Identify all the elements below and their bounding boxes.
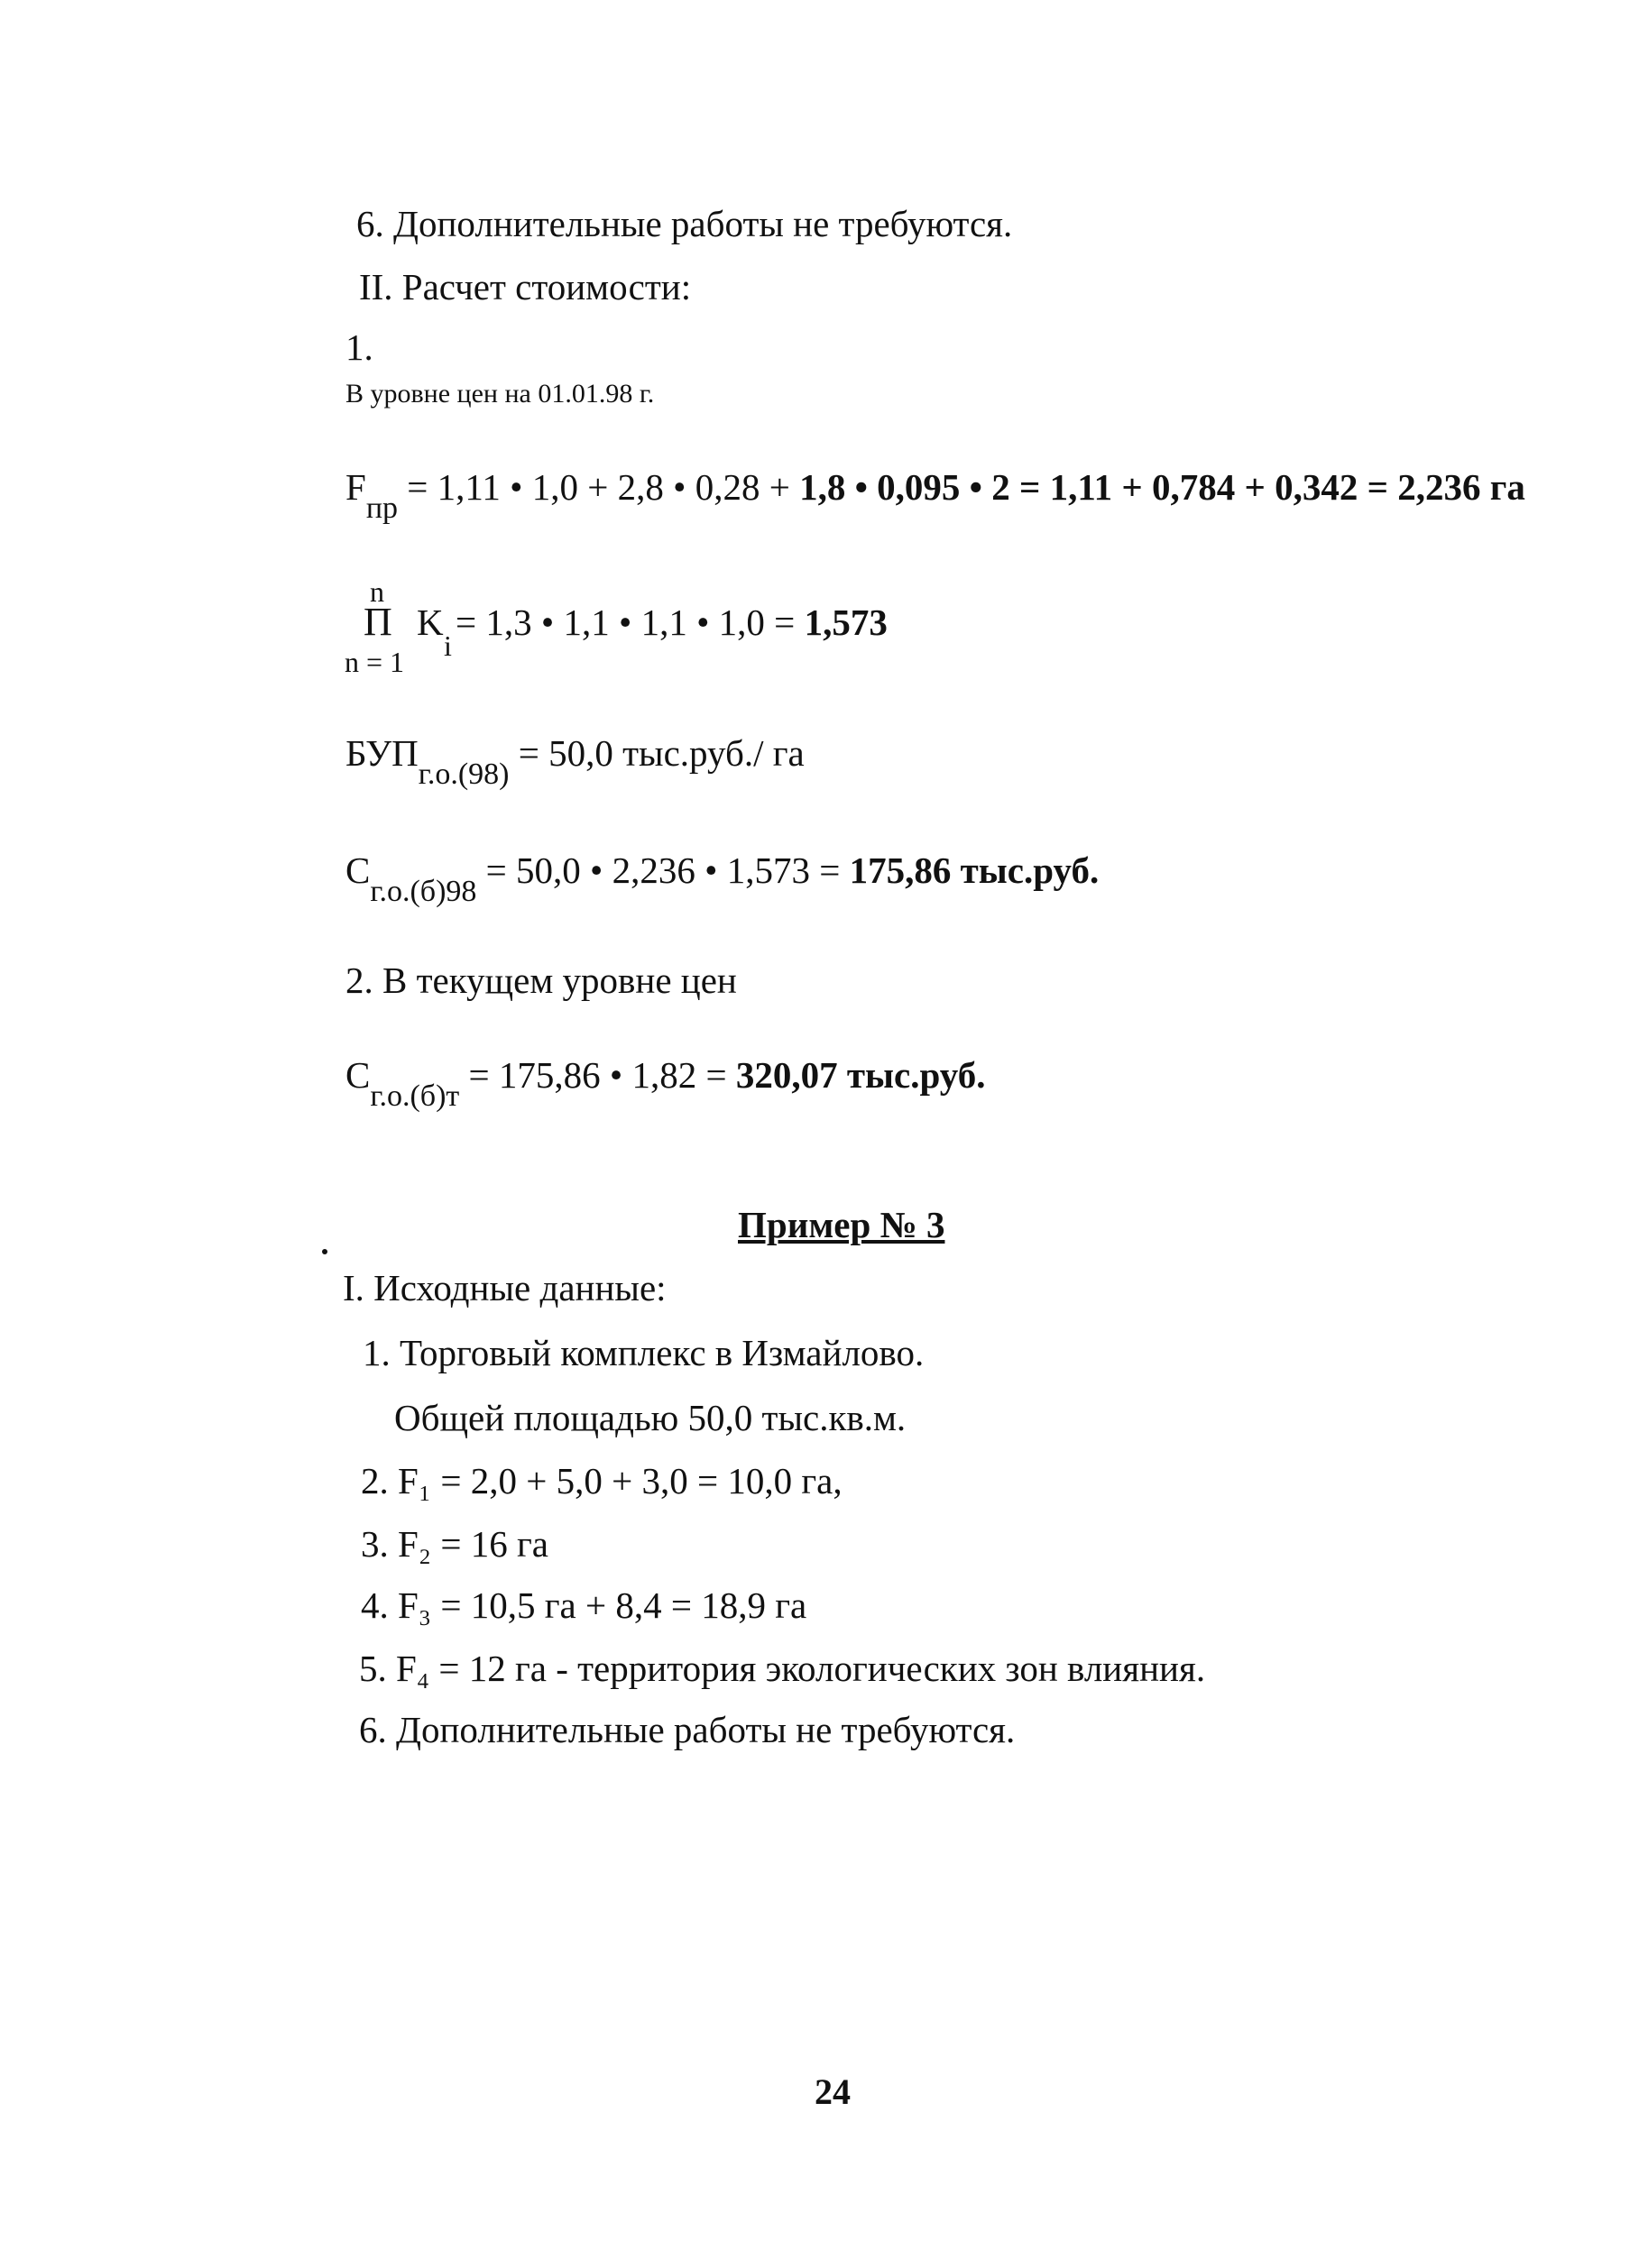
example-3-item-4: 4. F₃ = 10,5 га + 8,4 = 18,9 га	[361, 1584, 807, 1626]
scan-dot	[322, 1249, 327, 1254]
item-6-no-extra-work: 6. Дополнительные работы не требуются.	[356, 203, 1013, 244]
formula-fpr-lhs: F	[345, 466, 366, 508]
product-lower-limit: n = 1	[345, 646, 405, 678]
item-1-number: 1.	[345, 326, 373, 368]
formula-ct-rhs-bold: 320,07 тыс.руб.	[735, 1054, 986, 1096]
formula-ct-sub: г.о.(б)т	[370, 1079, 460, 1113]
formula-fpr-sub: пр	[365, 491, 399, 525]
product-symbol: П	[364, 600, 392, 644]
current-price-level: 2. В текущем уровне цен	[345, 960, 737, 1001]
formula-c98-sub: г.о.(б)98	[370, 875, 477, 908]
formula-c98-rhs: = 50,0 • 2,236 • 1,573 =	[476, 849, 850, 891]
product-rhs-bold: 1,573	[804, 601, 888, 643]
formula-bup-sub: г.о.(98)	[418, 758, 510, 791]
example-3-title: Пример № 3	[738, 1204, 945, 1245]
product-rhs: = 1,3 • 1,1 • 1,1 • 1,0 =	[456, 601, 805, 643]
formula-ct-rhs: = 175,86 • 1,82 =	[459, 1054, 736, 1096]
example-3-item-5: 5. F₄ = 12 га - территория экологических зон влияния.	[359, 1648, 1206, 1689]
example-3-item-3: 3. F₂ = 16 га	[361, 1523, 548, 1565]
formula-bup-lhs: БУП	[345, 732, 419, 774]
example-3-item-2: 2. F₁ = 2,0 + 5,0 + 3,0 = 10,0 га,	[361, 1460, 843, 1501]
product-k: K	[417, 601, 444, 643]
formula-bup	[345, 732, 805, 791]
formula-c98-lhs: С	[345, 849, 371, 891]
product-k-sub: i	[444, 629, 452, 662]
page-number: 24	[815, 2071, 851, 2112]
formula-c98-rhs-bold: 175,86 тыс.руб.	[849, 849, 1100, 891]
example-3-item-6: 6. Дополнительные работы не требуются.	[359, 1709, 1016, 1750]
example-3-heading: I. Исходные данные:	[343, 1267, 667, 1308]
formula-fpr-rhs: = 1,11 • 1,0 + 2,8 • 0,28 +	[398, 466, 800, 508]
formula-bup-rhs: = 50,0 тыс.руб./ га	[509, 732, 805, 774]
product-rhs-line	[456, 601, 888, 643]
product-upper-limit: n	[370, 575, 384, 608]
formula-c98	[345, 849, 1100, 908]
example-3-item-1-area: Общей площадью 50,0 тыс.кв.м.	[394, 1397, 907, 1438]
price-level-1998: В уровне цен на 01.01.98 г.	[345, 379, 655, 409]
formula-fpr-rhs-bold: 1,8 • 0,095 • 2 = 1,11 + 0,784 + 0,342 = 2,236 га	[799, 466, 1525, 508]
heading-cost-calculation: II. Расчет стоимости:	[359, 266, 692, 308]
example-3-item-1: 1. Торговый комплекс в Измайлово.	[363, 1332, 925, 1373]
formula-ct	[345, 1054, 986, 1113]
formula-fpr	[345, 466, 1525, 525]
formula-ct-lhs: С	[345, 1054, 371, 1096]
